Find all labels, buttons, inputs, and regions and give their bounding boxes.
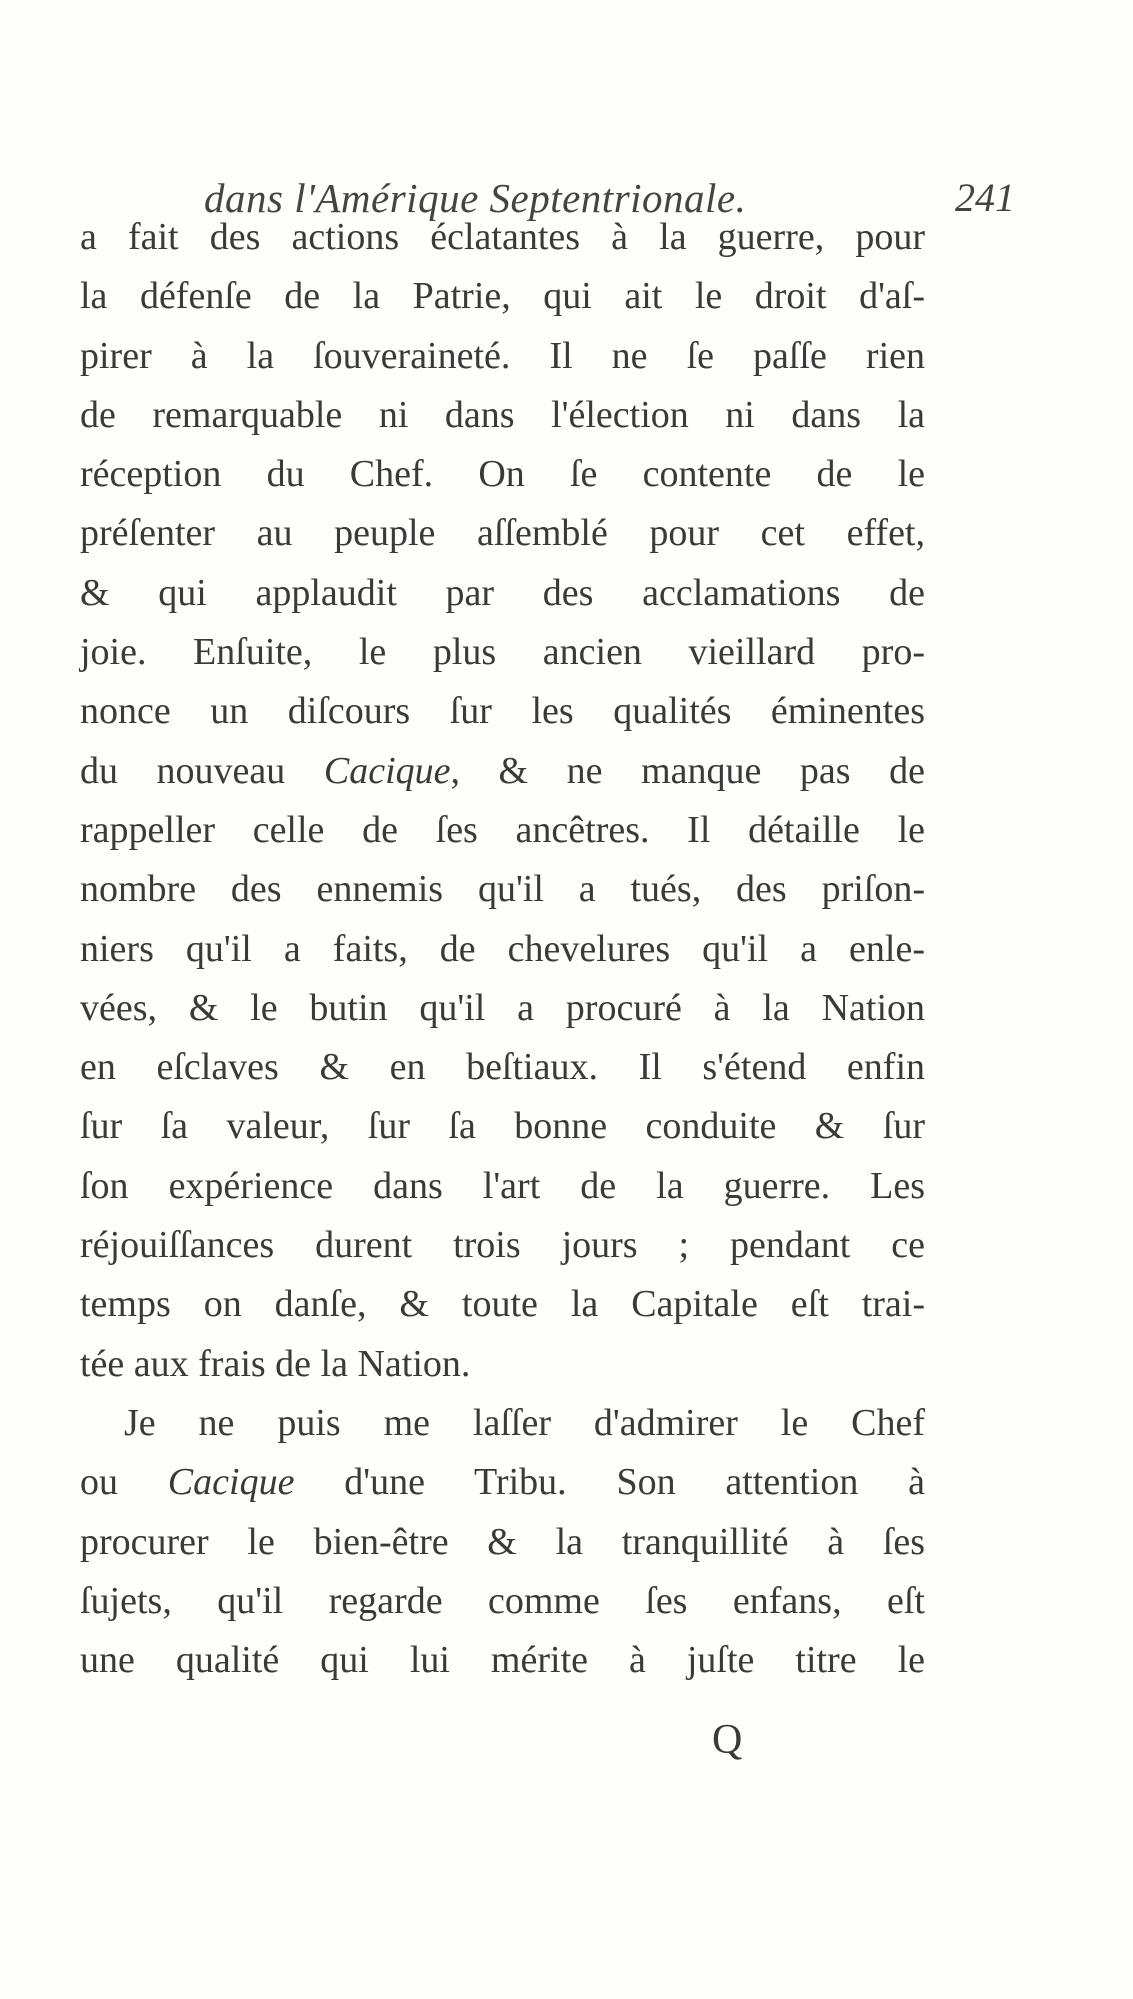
text-line: procurer le bien-être & la tranquillité à ſes	[80, 1520, 925, 1563]
text-line: Je ne puis me laſſer d'admirer le Chef	[124, 1401, 925, 1444]
text-line: ſon expérience dans l'art de la guerre. Les	[80, 1164, 925, 1207]
text-line: pirer à la ſouveraineté. Il ne ſe paſſe rien	[80, 334, 925, 377]
text-line: la défenſe de la Patrie, qui ait le droit d'aſ-	[80, 275, 925, 318]
text-line: & qui applaudit par des acclamations de	[80, 571, 925, 614]
text-line	[80, 1453, 925, 1512]
line-text: du nouveau	[80, 749, 324, 792]
text-line: rappeller celle de ſes ancêtres. Il détaille le	[80, 808, 925, 851]
text-line: ſujets, qu'il regarde comme ſes enfans, eſt	[80, 1579, 925, 1622]
signature-mark: Q	[712, 1717, 743, 1763]
line-text: ou	[80, 1461, 168, 1504]
text-line: temps on danſe, & toute la Capitale eſt trai-	[80, 1283, 925, 1326]
text-line: nombre des ennemis qu'il a tués, des priſon-	[80, 868, 925, 911]
page-number: 241	[955, 175, 1015, 220]
text-line: en eſclaves & en beſtiaux. Il s'étend enfin	[80, 1046, 925, 1089]
text-line: ſur ſa valeur, ſur ſa bonne conduite & ſur	[80, 1105, 925, 1148]
text-line: de remarquable ni dans l'élection ni dans la	[80, 393, 925, 436]
text-line: joie. Enſuite, le plus ancien vieillard pro-	[80, 631, 925, 674]
body-text	[80, 208, 925, 1690]
running-head: dans l'Amérique Septentrionale.	[204, 175, 747, 221]
text-line: a fait des actions éclatantes à la guerre, pour	[80, 216, 925, 258]
text-line	[80, 742, 925, 801]
text-line: préſenter au peuple aſſemblé pour cet effet,	[80, 512, 925, 555]
italic-term: Cacique	[167, 1461, 295, 1504]
line-text: d'une Tribu. Son attention à	[294, 1461, 925, 1504]
text-line: réjouiſſances durent trois jours ; pendant ce	[80, 1224, 925, 1267]
italic-term: Cacique	[323, 749, 451, 792]
line-text: , & ne manque pas de	[450, 749, 926, 792]
text-line: niers qu'il a faits, de chevelures qu'il a enle-	[80, 927, 925, 970]
text-line: tée aux frais de la Nation.	[80, 1342, 471, 1385]
text-line: réception du Chef. On ſe contente de le	[80, 453, 925, 496]
text-line: vées, & le butin qu'il a procuré à la Nation	[80, 986, 925, 1029]
text-line: une qualité qui lui mérite à juſte titre le	[80, 1639, 925, 1682]
text-line: nonce un diſcours ſur les qualités éminentes	[80, 690, 925, 733]
